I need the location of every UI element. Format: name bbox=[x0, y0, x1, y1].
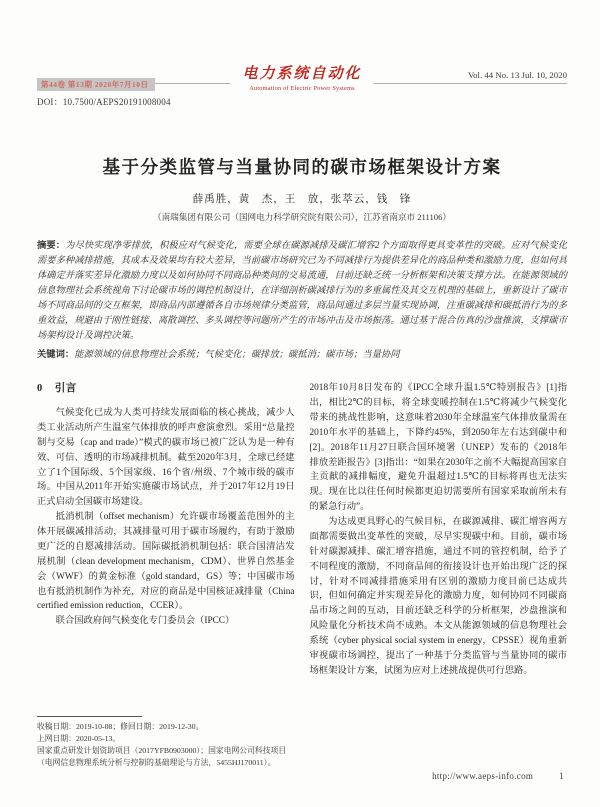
footnote-received: 收稿日期：2019-10-08；修回日期：2019-12-30。 bbox=[37, 721, 204, 731]
volume-info: Vol. 44 No. 13 Jul. 10, 2020 bbox=[467, 70, 567, 80]
authors-line: 薛禹胜，黄 杰，王 放，张萃云，钱 锋 bbox=[192, 194, 412, 205]
header-left bbox=[37, 74, 171, 108]
body-columns bbox=[37, 381, 567, 769]
body-paragraph: 2018年10月8日发布的《IPCC全球升温1.5℃特别报告》[1]指出，相比2℃的目标，将全球变暖控制在1.5℃将减少气候变化带来的挑战性影响，这意味着2030年全球温室气体排放量需在2010年水平的基础上，下降约45%，到2050年左右达到碳中和[2]。2018年11月27日联合国环境署（UNEP）发布的《2018年排放差距报告》[3]指出：“如果在2030年之前不大幅提高国家自主贡献的减排幅度，避免升温超过1.5℃的目标将再也无法实现。现在比以往任何时候都更迫切需要所有国家采取前所未有的紧急行动”。 bbox=[309, 383, 567, 513]
journal-name-cn: 电力系统自动化 bbox=[242, 66, 362, 82]
footnote-block bbox=[37, 716, 295, 769]
keywords-text: 能源领域的信息物理社会系统；气候变化；碳排放；碳抵消；碳市场；当量协同 bbox=[74, 350, 400, 361]
abstract-text: 为尽快实现净零排放，积极应对气候变化，需要全球在碳源减排及碳汇增容2个方面取得更具变革性的突破。应对气候变化需要多种减排措施，其成本及效果均有较大差异，当前碳市场研究已为不同减排行为提供差异化的商品种类和激励力度，但如何具体确定并落实差异化激励力度以及如何协同不同商品种类间的交易流通，目前还缺乏统一分析框架和决策支撑方法。在能源领域的信息物理社会系统视角下讨论碳市场的调控机制设计，在详细剖析碳减排行为的多重属性及其交互机理的基础上，重新设计了碳市场不同商品间的交互框架，即商品内部遵循各自市场规律分类监管，商品间通过多层当量实现协调，注重碳减排和碳抵消行为的多重效益，规避由于刚性链接、离散调控、多头调控等问题所产生的市场冲击及市场振荡。通过基于混合仿真的沙盘推演，支撑碳市场架构设计及调控决策。 bbox=[37, 241, 567, 342]
journal-logo bbox=[230, 66, 373, 92]
page-footer bbox=[432, 771, 564, 781]
footnote-online: 上网日期：2020-05-13。 bbox=[37, 733, 121, 743]
issue-badge: 第44卷 第13期 2020年7月10日 bbox=[37, 78, 155, 91]
abstract-block bbox=[37, 239, 567, 344]
journal-url: http://www.aeps-info.com bbox=[432, 771, 534, 781]
page-number: 1 bbox=[559, 771, 564, 781]
right-column bbox=[310, 381, 568, 769]
body-paragraph: 联合国政府间气候变化专门委员会（IPCC） bbox=[55, 616, 235, 627]
keywords-label: 关键词： bbox=[37, 350, 75, 361]
affiliation-line: （南瑞集团有限公司（国网电力科学研究院有限公司），江苏省南京市 211106） bbox=[153, 212, 451, 222]
abstract-label: 摘要： bbox=[37, 241, 66, 251]
body-paragraph: 抵消机制（offset mechanism）允许碳市场覆盖范围外的主体开展碳减排活动，其减排量可用于碳市场履约，有助于激励更广泛的自愿减排活动。国际碳抵消机制包括：联合国清洁发展机制（clean development mechanism，CDM）、世界自然基金会（WWF）的黄金标准（gold standard，GS）等；中国碳市场也有抵消机制作为补充，对应的商品是中国核证减排量（China certified emission reduction，CCER）。 bbox=[37, 512, 295, 612]
article-title: 基于分类监管与当量协同的碳市场框架设计方案 bbox=[102, 157, 502, 177]
section-heading-intro bbox=[37, 381, 295, 398]
section-number: 0 bbox=[37, 383, 43, 395]
footnote-funding: 国家重点研发计划资助项目（2017YFB0903000）；国家电网公司科技项目（电网信息物理系统分析与控制的基础理论与方法，5455HJ170011）。 bbox=[37, 746, 287, 768]
page-header bbox=[37, 62, 567, 114]
left-column bbox=[37, 381, 295, 769]
doi-text: DOI：10.7500/AEPS20191008004 bbox=[37, 97, 171, 107]
section-title: 引言 bbox=[54, 383, 77, 395]
keywords-block bbox=[37, 348, 567, 363]
body-paragraph: 气候变化已成为人类可持续发展面临的核心挑战，减少人类工业活动所产生温室气体排放的呼声愈演愈烈。采用“总量控制与交易（cap and trade）”模式的碳市场已被广泛认为是一种有效、可信、透明的市场减排机制。截至2020年3月，全球已经建立了1个国际级、5个国家级、16个省/州级、7个城市级的碳市场。中国从2011年开始实施碳市场试点，并于2017年12月19日正式启动全国碳市场建设。 bbox=[37, 408, 295, 508]
body-paragraph: 为达成更具野心的气候目标，在碳源减排、碳汇增容两方面都需要做出变革性的突破，尽早实现碳中和。目前，碳市场针对碳源减排、碳汇增容措施，通过不同的管控机制，给予了不同程度的激励，不同商品间的衔接设计也开始出现广泛的探讨，针对不同减排措施采用有区别的激励力度目前已达成共识，但如何确定并实现差异化的激励力度，如何协同不同碳商品市场之间的互动，目前还缺乏科学的分析框架，沙盘推演和风险量化分析技术尚不成熟。本文从能源领域的信息物理社会系统（cyber physical social system in energy，CPSSE）视角重新审视碳市场调控，提出了一种基于分类监管与当量协同的碳市场框架设计方案，试图为应对上述挑战提供可行思路。 bbox=[309, 517, 567, 676]
journal-name-en: Automation of Electric Power Systems bbox=[249, 84, 355, 92]
footnote-rule bbox=[37, 716, 142, 717]
